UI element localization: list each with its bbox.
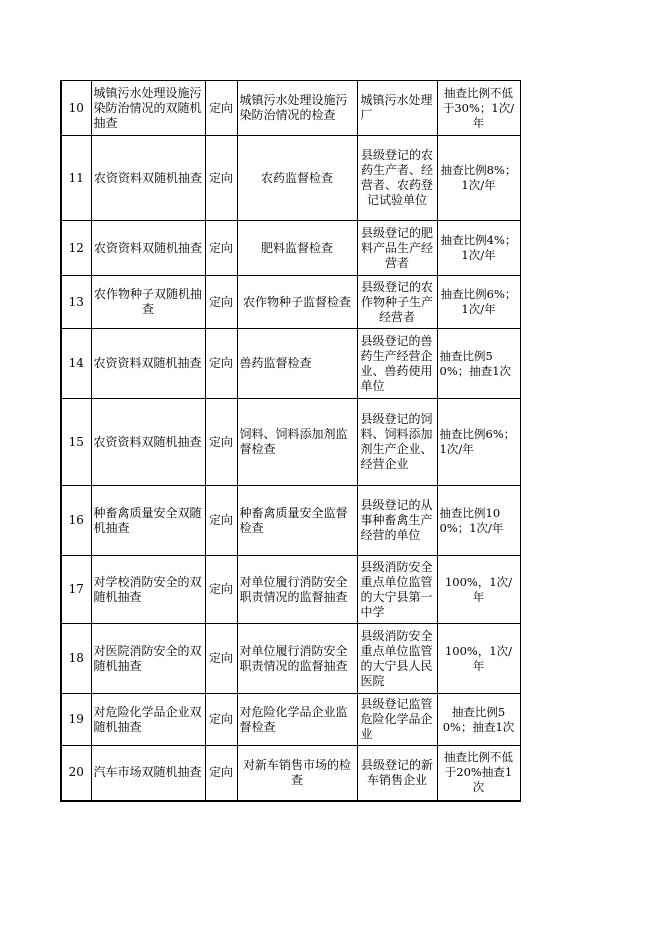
check-content: 兽药监督检查	[237, 329, 357, 399]
check-ratio: 抽查比例8%；1次/年	[437, 136, 520, 221]
check-ratio: 抽查比例50%；抽查1次	[437, 329, 520, 399]
row-number: 18	[61, 624, 91, 694]
table-row	[61, 221, 520, 276]
table-row	[61, 486, 520, 556]
check-ratio: 抽查比例不低于20%抽查1次	[437, 746, 520, 801]
check-target: 县级登记的新车销售企业	[357, 746, 437, 801]
check-target: 县级登记的饲料、饲料添加剂生产企业、经营企业	[357, 399, 437, 486]
row-number: 20	[61, 746, 91, 801]
check-item: 农资资料双随机抽查	[91, 221, 205, 276]
check-content: 农作物种子监督检查	[237, 276, 357, 329]
check-target: 县级消防安全重点单位监管的大宁县人民医院	[357, 624, 437, 694]
check-target: 县级登记的农药生产者、经营者、农药登记试验单位	[357, 136, 437, 221]
row-number: 15	[61, 399, 91, 486]
check-type: 定向	[205, 136, 237, 221]
check-ratio: 抽查比例100%；1次/年	[437, 486, 520, 556]
check-item: 农资资料双随机抽查	[91, 136, 205, 221]
check-ratio: 抽查比例6%；1次/年	[437, 399, 520, 486]
check-item: 对学校消防安全的双随机抽查	[91, 556, 205, 624]
check-target: 县级登记的肥料产品生产经营者	[357, 221, 437, 276]
check-type: 定向	[205, 329, 237, 399]
check-type: 定向	[205, 624, 237, 694]
check-target: 县级消防安全重点单位监管的大宁县第一中学	[357, 556, 437, 624]
row-number: 13	[61, 276, 91, 329]
inspection-table	[60, 80, 521, 802]
check-item: 汽车市场双随机抽查	[91, 746, 205, 801]
check-type: 定向	[205, 221, 237, 276]
check-target: 县级登记的农作物种子生产经营者	[357, 276, 437, 329]
check-item: 对危险化学品企业双随机抽查	[91, 694, 205, 746]
check-item: 农资资料双随机抽查	[91, 399, 205, 486]
check-item: 农作物种子双随机抽查	[91, 276, 205, 329]
check-type: 定向	[205, 746, 237, 801]
check-type: 定向	[205, 694, 237, 746]
check-ratio: 抽查比例4%；1次/年	[437, 221, 520, 276]
check-ratio: 抽查比例6%；1次/年	[437, 276, 520, 329]
check-ratio: 100%，1次/年	[437, 624, 520, 694]
check-content: 对新车销售市场的检查	[237, 746, 357, 801]
check-target: 县级登记的兽药生产经营企业、兽药使用单位	[357, 329, 437, 399]
check-ratio: 抽查比例不低于30%；1次/年	[437, 81, 520, 136]
check-ratio: 100%，1次/年	[437, 556, 520, 624]
table-row	[61, 276, 520, 329]
check-ratio: 抽查比例50%；抽查1次	[437, 694, 520, 746]
table-row	[61, 399, 520, 486]
check-content: 饲料、饲料添加剂监督检查	[237, 399, 357, 486]
row-number: 11	[61, 136, 91, 221]
check-type: 定向	[205, 486, 237, 556]
row-number: 12	[61, 221, 91, 276]
check-target: 县级登记的从事种畜禽生产经营的单位	[357, 486, 437, 556]
check-target: 县级登记监管危险化学品企业	[357, 694, 437, 746]
check-content: 对单位履行消防安全职责情况的监督抽查	[237, 624, 357, 694]
table-row	[61, 136, 520, 221]
check-item: 农资资料双随机抽查	[91, 329, 205, 399]
table-row	[61, 81, 520, 136]
check-content: 种畜禽质量安全监督检查	[237, 486, 357, 556]
check-type: 定向	[205, 81, 237, 136]
check-content: 农药监督检查	[237, 136, 357, 221]
row-number: 17	[61, 556, 91, 624]
check-item: 对医院消防安全的双随机抽查	[91, 624, 205, 694]
row-number: 10	[61, 81, 91, 136]
table-row	[61, 746, 520, 801]
table-row	[61, 556, 520, 624]
table-row	[61, 694, 520, 746]
table-row	[61, 329, 520, 399]
check-content: 对单位履行消防安全职责情况的监督抽查	[237, 556, 357, 624]
check-content: 城镇污水处理设施污染防治情况的检查	[237, 81, 357, 136]
row-number: 19	[61, 694, 91, 746]
check-target: 城镇污水处理厂	[357, 81, 437, 136]
check-content: 对危险化学品企业监督检查	[237, 694, 357, 746]
row-number: 16	[61, 486, 91, 556]
check-content: 肥料监督检查	[237, 221, 357, 276]
check-type: 定向	[205, 276, 237, 329]
check-type: 定向	[205, 556, 237, 624]
row-number: 14	[61, 329, 91, 399]
table-row	[61, 624, 520, 694]
check-type: 定向	[205, 399, 237, 486]
check-item: 种畜禽质量安全双随机抽查	[91, 486, 205, 556]
check-item: 城镇污水处理设施污染防治情况的双随机抽查	[91, 81, 205, 136]
